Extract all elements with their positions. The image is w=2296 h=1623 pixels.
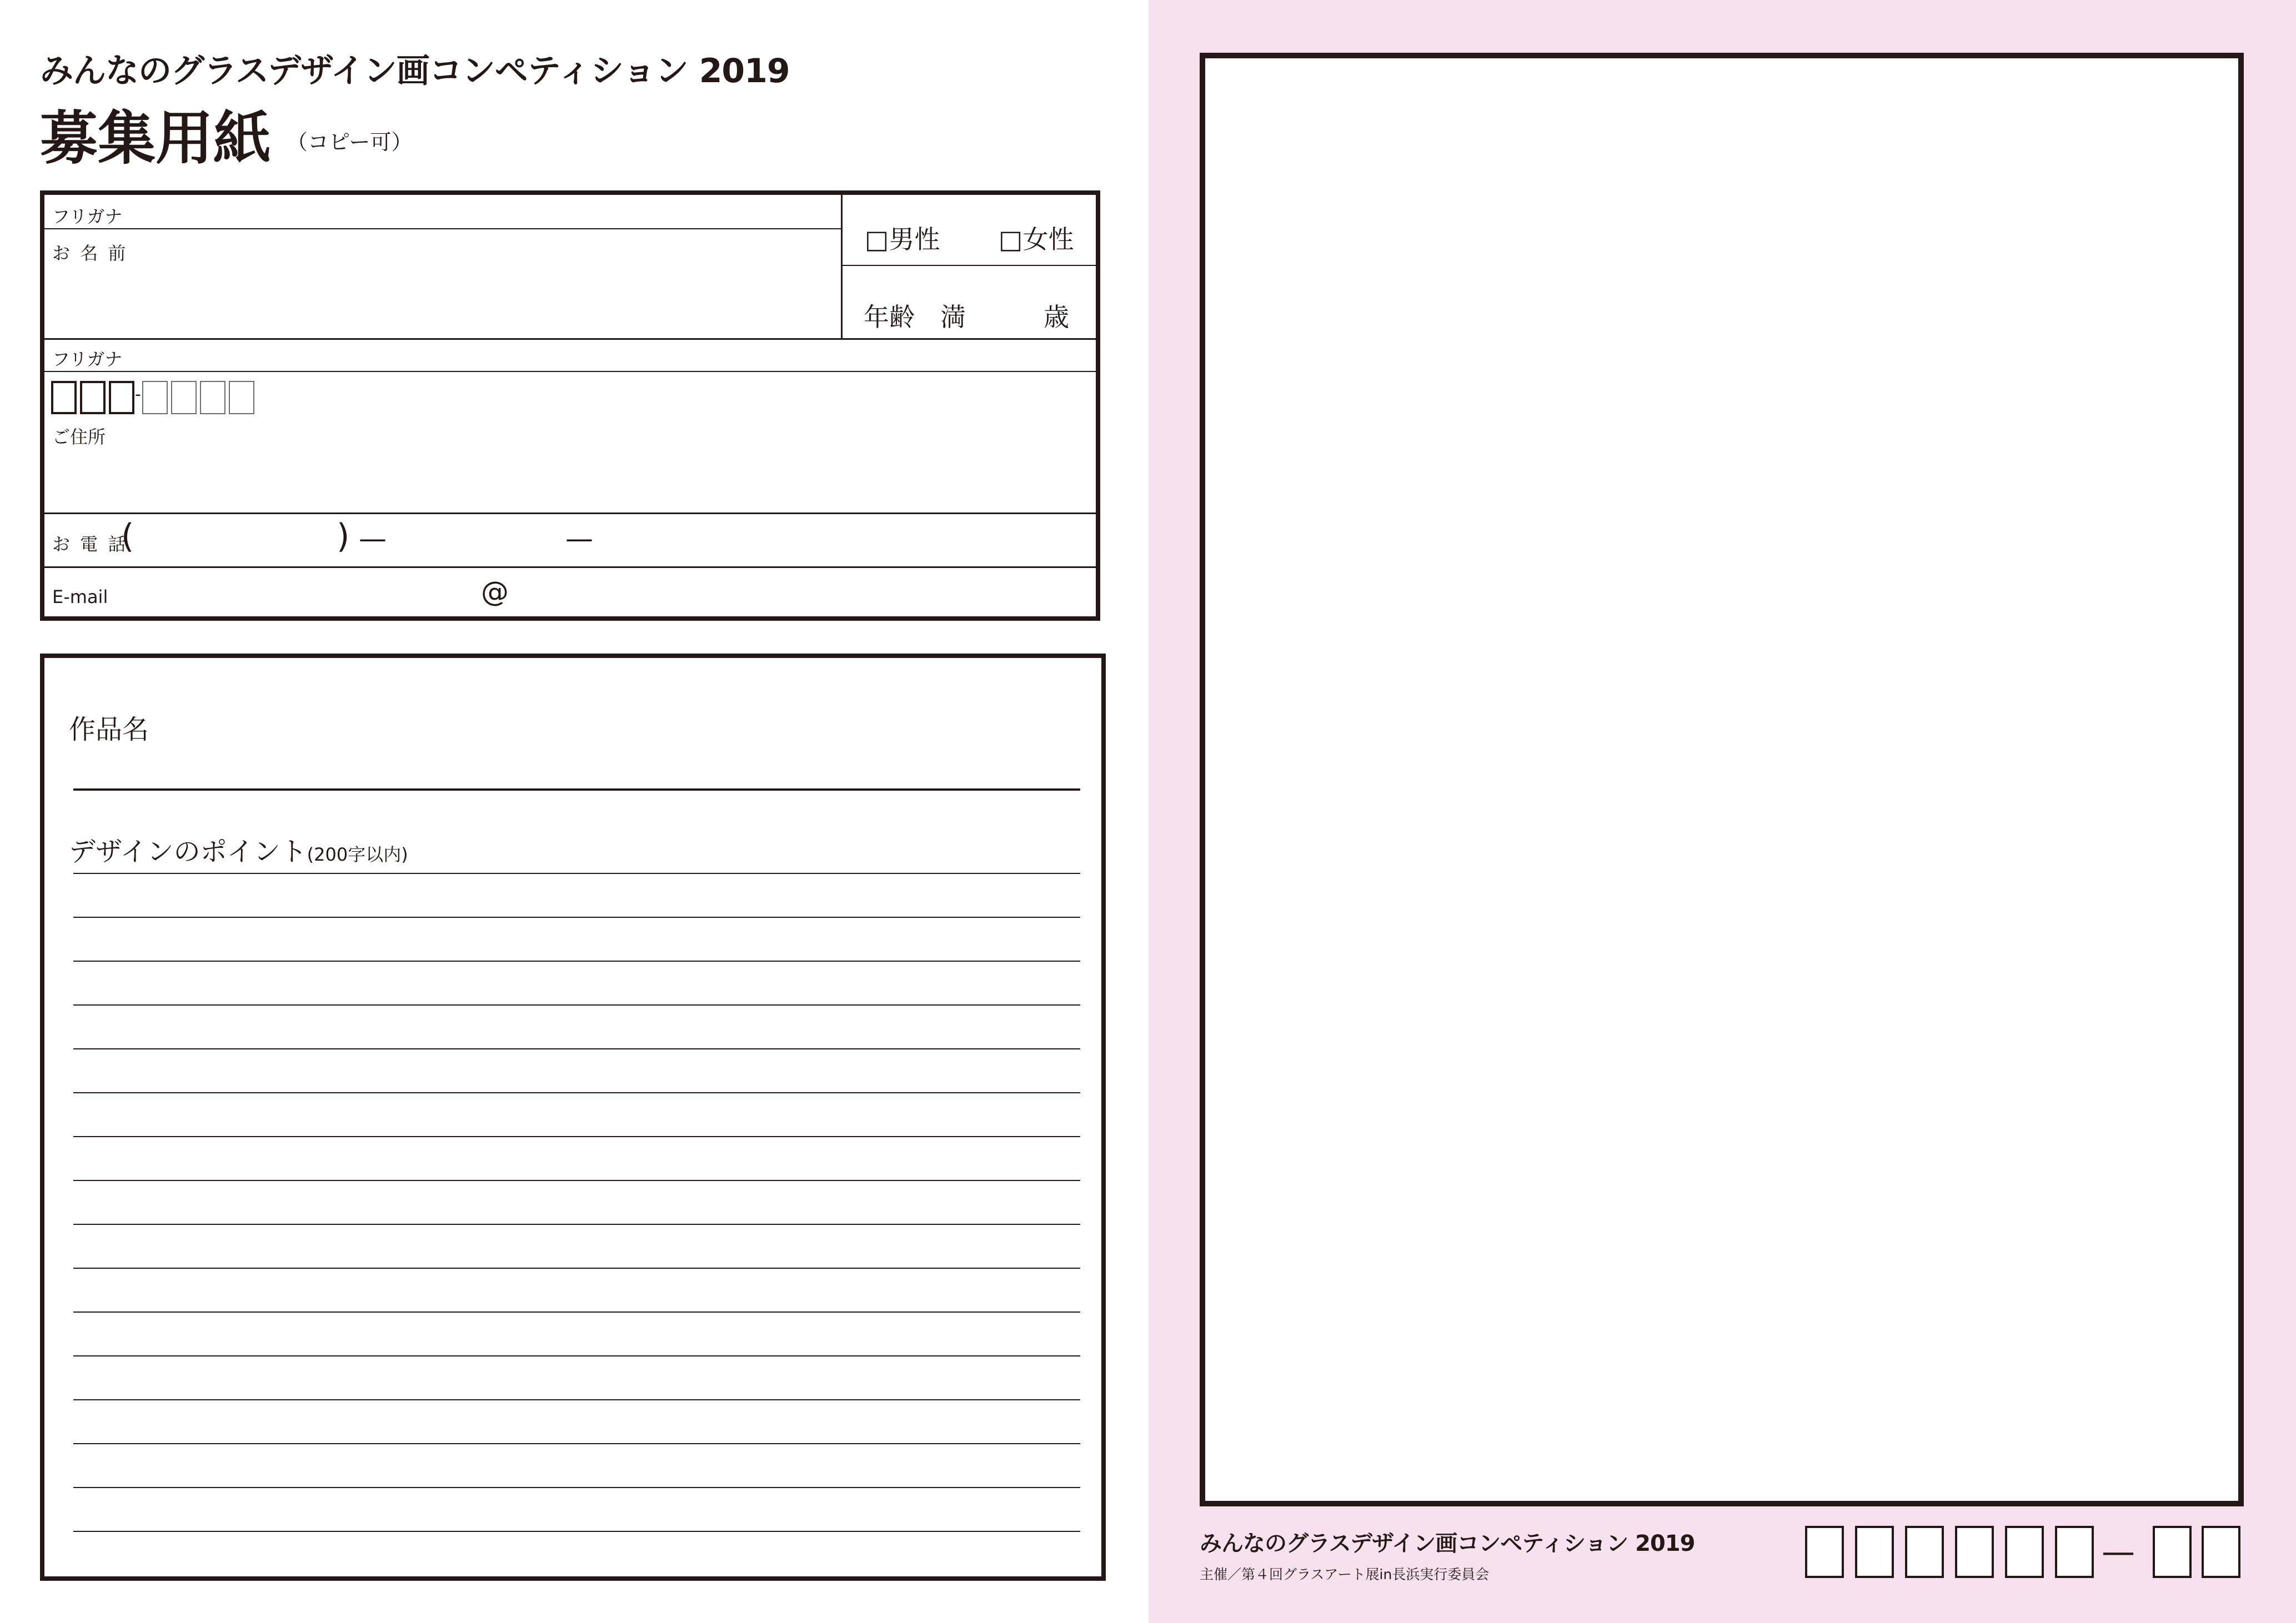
design-point-label-text: デザインのポイント xyxy=(69,836,307,867)
writing-line xyxy=(73,1399,1080,1400)
gender-age-divider xyxy=(842,265,1096,266)
writing-line xyxy=(73,1487,1080,1488)
applicant-info-box xyxy=(40,190,1100,621)
writing-line xyxy=(73,1224,1080,1225)
phone-dash: — xyxy=(359,522,387,555)
form-title: 募集用紙 xyxy=(40,104,272,172)
postal-code-box[interactable] xyxy=(1955,1526,1994,1578)
zip-box[interactable] xyxy=(80,381,106,414)
writing-line xyxy=(73,961,1080,962)
drawing-area[interactable] xyxy=(1200,53,2244,1506)
phone-label: お 電 話 xyxy=(52,534,128,555)
writing-line xyxy=(73,1268,1080,1269)
design-point-field[interactable] xyxy=(73,875,1080,1530)
design-point-note: (200字以内) xyxy=(307,844,408,865)
zip-box[interactable] xyxy=(171,381,197,414)
name-label: お 名 前 xyxy=(52,243,128,264)
postal-code-box[interactable] xyxy=(2202,1526,2240,1578)
email-label: E-mail xyxy=(52,586,108,607)
address-furigana-label: フリガナ xyxy=(52,349,123,370)
postal-code-box[interactable] xyxy=(1855,1526,1894,1578)
address-label: ご住所 xyxy=(52,426,106,448)
writing-line xyxy=(73,917,1080,918)
gender-male-option[interactable]: □男性 xyxy=(865,224,940,254)
name-field[interactable] xyxy=(44,229,841,338)
copy-note: （コピー可） xyxy=(287,130,413,154)
age-field[interactable] xyxy=(966,289,1039,334)
writing-line xyxy=(73,1092,1080,1093)
competition-title: みんなのグラスデザイン画コンペティション 2019 xyxy=(40,52,790,91)
address-phone-divider xyxy=(44,512,1096,514)
work-title-underline xyxy=(73,788,1080,791)
postal-code-box[interactable] xyxy=(1905,1526,1944,1578)
furigana-address-divider xyxy=(44,371,1096,372)
name-gender-vertical-divider xyxy=(841,195,843,339)
phone-field[interactable] xyxy=(133,515,1094,566)
address-field[interactable] xyxy=(267,373,1094,511)
footer-organizer: 主催／第４回グラスアート展in長浜実行委員会 xyxy=(1200,1566,1490,1582)
name-section-bottom-line xyxy=(44,338,1096,340)
email-at-sign: @ xyxy=(481,576,509,608)
work-info-box xyxy=(40,654,1106,1581)
gender-female-option[interactable]: □女性 xyxy=(999,224,1074,254)
zip-box[interactable] xyxy=(51,381,77,414)
writing-line xyxy=(73,1312,1080,1313)
writing-line xyxy=(73,1136,1080,1137)
phone-dash: — xyxy=(565,522,593,555)
writing-line xyxy=(73,1355,1080,1356)
zip-hyphen: - xyxy=(135,385,141,404)
age-label: 年齢 満 xyxy=(864,302,966,332)
writing-line xyxy=(73,1443,1080,1444)
writing-line xyxy=(73,1004,1080,1006)
writing-line xyxy=(73,1531,1080,1532)
phone-email-divider xyxy=(44,566,1096,568)
email-field[interactable] xyxy=(133,569,1094,616)
zip-box[interactable] xyxy=(200,381,225,414)
postal-code-box[interactable] xyxy=(1805,1526,1844,1578)
postal-code-box[interactable] xyxy=(2055,1526,2094,1578)
phone-open-paren: ( xyxy=(121,517,134,556)
age-unit: 歳 xyxy=(1044,302,1069,332)
zip-box[interactable] xyxy=(229,381,254,414)
postal-code-dash: — xyxy=(2102,1532,2135,1571)
zip-box[interactable] xyxy=(142,381,168,414)
writing-line xyxy=(73,1048,1080,1049)
footer-competition-title: みんなのグラスデザイン画コンペティション 2019 xyxy=(1200,1531,1695,1556)
name-furigana-label: フリガナ xyxy=(52,206,123,227)
work-title-label: 作品名 xyxy=(69,714,149,745)
writing-line xyxy=(73,873,1080,874)
design-point-label xyxy=(69,830,408,868)
work-title-field[interactable] xyxy=(211,702,1077,752)
writing-line xyxy=(73,1180,1080,1181)
postal-code-box[interactable] xyxy=(2153,1526,2192,1578)
postal-code-box[interactable] xyxy=(2005,1526,2044,1578)
zip-box[interactable] xyxy=(109,381,134,414)
phone-close-paren: ) xyxy=(337,517,350,556)
